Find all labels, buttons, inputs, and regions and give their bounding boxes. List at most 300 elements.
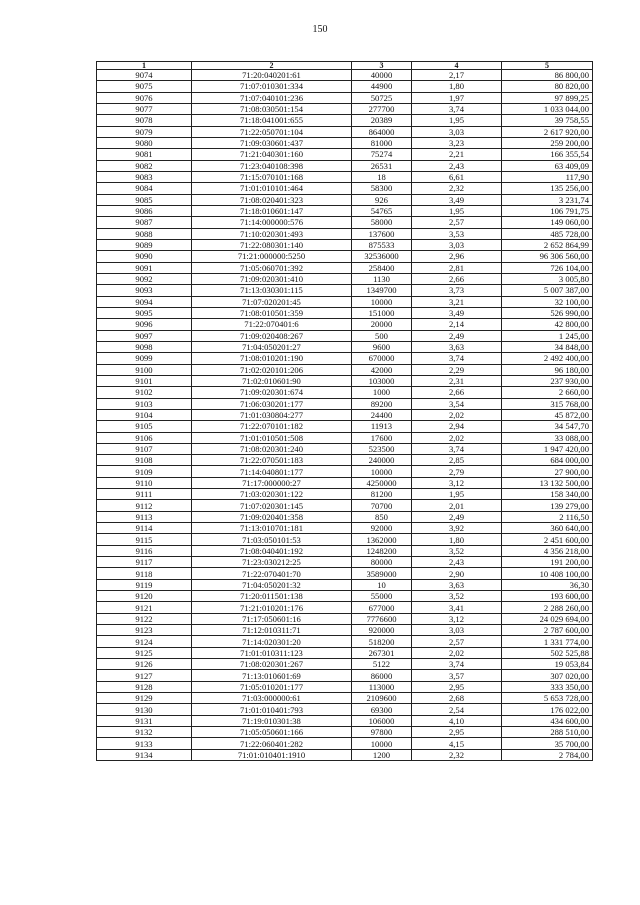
cadastral-number-cell: 71:08:020301:267 xyxy=(192,659,352,670)
table-row xyxy=(97,466,593,477)
value-cell: 149 060,00 xyxy=(502,217,593,228)
column-header-5: 5 xyxy=(502,62,593,70)
cadastral-number-cell: 71:02:020101:206 xyxy=(192,364,352,375)
cadastral-number-cell: 71:01:010501:508 xyxy=(192,432,352,443)
cadastral-number-cell: 71:15:070101:168 xyxy=(192,171,352,182)
row-number-cell: 9100 xyxy=(97,364,192,375)
table-row xyxy=(97,432,593,443)
cadastral-number-cell: 71:03:000000:61 xyxy=(192,693,352,704)
table-row xyxy=(97,126,593,137)
row-number-cell: 9124 xyxy=(97,636,192,647)
area-cell: 258400 xyxy=(352,262,412,273)
cadastral-number-cell: 71:18:010601:147 xyxy=(192,205,352,216)
rate-cell: 3,54 xyxy=(412,398,502,409)
cadastral-number-cell: 71:22:050701:104 xyxy=(192,126,352,137)
row-number-cell: 9118 xyxy=(97,568,192,579)
rate-cell: 2,66 xyxy=(412,387,502,398)
area-cell: 20000 xyxy=(352,319,412,330)
value-cell: 117,90 xyxy=(502,171,593,182)
value-cell: 80 820,00 xyxy=(502,81,593,92)
table-row xyxy=(97,500,593,511)
rate-cell: 2,68 xyxy=(412,693,502,704)
value-cell: 27 900,00 xyxy=(502,466,593,477)
rate-cell: 2,17 xyxy=(412,70,502,81)
row-number-cell: 9082 xyxy=(97,160,192,171)
value-cell: 19 053,84 xyxy=(502,659,593,670)
row-number-cell: 9111 xyxy=(97,489,192,500)
cadastral-number-cell: 71:01:010311:123 xyxy=(192,647,352,658)
value-cell: 34 848,00 xyxy=(502,341,593,352)
area-cell: 10 xyxy=(352,579,412,590)
row-number-cell: 9092 xyxy=(97,273,192,284)
area-cell: 518200 xyxy=(352,636,412,647)
rate-cell: 2,02 xyxy=(412,409,502,420)
table-row xyxy=(97,579,593,590)
cadastral-number-cell: 71:07:010301:334 xyxy=(192,81,352,92)
cadastral-number-cell: 71:10:020301:493 xyxy=(192,228,352,239)
cadastral-number-cell: 71:22:070501:183 xyxy=(192,455,352,466)
cadastral-number-cell: 71:13:030301:115 xyxy=(192,285,352,296)
row-number-cell: 9126 xyxy=(97,659,192,670)
value-cell: 106 791,75 xyxy=(502,205,593,216)
area-cell: 81200 xyxy=(352,489,412,500)
value-cell: 526 990,00 xyxy=(502,307,593,318)
area-cell: 69300 xyxy=(352,704,412,715)
value-cell: 5 653 728,00 xyxy=(502,693,593,704)
table-row xyxy=(97,171,593,182)
table-row xyxy=(97,545,593,556)
value-cell: 139 279,00 xyxy=(502,500,593,511)
cadastral-number-cell: 71:07:040101:236 xyxy=(192,92,352,103)
value-cell: 13 132 500,00 xyxy=(502,477,593,488)
row-number-cell: 9113 xyxy=(97,511,192,522)
cadastral-number-cell: 71:05:010201:177 xyxy=(192,681,352,692)
value-cell: 1 245,00 xyxy=(502,330,593,341)
row-number-cell: 9106 xyxy=(97,432,192,443)
value-cell: 2 652 864,99 xyxy=(502,239,593,250)
row-number-cell: 9121 xyxy=(97,602,192,613)
row-number-cell: 9123 xyxy=(97,625,192,636)
area-cell: 5122 xyxy=(352,659,412,670)
cadastral-number-cell: 71:07:020301:145 xyxy=(192,500,352,511)
area-cell: 26531 xyxy=(352,160,412,171)
table-row xyxy=(97,115,593,126)
cadastral-number-cell: 71:17:000000:27 xyxy=(192,477,352,488)
row-number-cell: 9103 xyxy=(97,398,192,409)
cadastral-number-cell: 71:01:010401:793 xyxy=(192,704,352,715)
row-number-cell: 9122 xyxy=(97,613,192,624)
area-cell: 103000 xyxy=(352,375,412,386)
area-cell: 267301 xyxy=(352,647,412,658)
table-row xyxy=(97,239,593,250)
value-cell: 5 007 387,00 xyxy=(502,285,593,296)
column-header-1: 1 xyxy=(97,62,192,70)
cadastral-number-cell: 71:08:040401:192 xyxy=(192,545,352,556)
row-number-cell: 9127 xyxy=(97,670,192,681)
row-number-cell: 9133 xyxy=(97,738,192,749)
rate-cell: 2,02 xyxy=(412,647,502,658)
table-row xyxy=(97,749,593,760)
row-number-cell: 9114 xyxy=(97,523,192,534)
rate-cell: 2,01 xyxy=(412,500,502,511)
row-number-cell: 9083 xyxy=(97,171,192,182)
table-row xyxy=(97,738,593,749)
value-cell: 726 104,00 xyxy=(502,262,593,273)
table-row xyxy=(97,443,593,454)
table-row xyxy=(97,659,593,670)
table-row xyxy=(97,602,593,613)
rate-cell: 2,43 xyxy=(412,557,502,568)
table-body xyxy=(97,70,593,761)
row-number-cell: 9110 xyxy=(97,477,192,488)
value-cell: 4 356 218,00 xyxy=(502,545,593,556)
area-cell: 1349700 xyxy=(352,285,412,296)
table-row xyxy=(97,489,593,500)
cadastral-number-cell: 71:23:030212:25 xyxy=(192,557,352,568)
rate-cell: 3,49 xyxy=(412,194,502,205)
cadastral-number-cell: 71:20:011501:138 xyxy=(192,591,352,602)
cadastral-number-cell: 71:14:020301:20 xyxy=(192,636,352,647)
rate-cell: 2,95 xyxy=(412,681,502,692)
rate-cell: 1,95 xyxy=(412,489,502,500)
rate-cell: 2,29 xyxy=(412,364,502,375)
area-cell: 670000 xyxy=(352,353,412,364)
cadastral-number-cell: 71:20:040201:61 xyxy=(192,70,352,81)
value-cell: 2 660,00 xyxy=(502,387,593,398)
area-cell: 58000 xyxy=(352,217,412,228)
area-cell: 1000 xyxy=(352,387,412,398)
cadastral-number-cell: 71:08:010201:190 xyxy=(192,353,352,364)
value-cell: 10 408 100,00 xyxy=(502,568,593,579)
rate-cell: 3,52 xyxy=(412,591,502,602)
table-row xyxy=(97,398,593,409)
row-number-cell: 9076 xyxy=(97,92,192,103)
value-cell: 32 100,00 xyxy=(502,296,593,307)
rate-cell: 1,80 xyxy=(412,534,502,545)
area-cell: 523500 xyxy=(352,443,412,454)
rate-cell: 3,12 xyxy=(412,477,502,488)
row-number-cell: 9093 xyxy=(97,285,192,296)
table-row xyxy=(97,217,593,228)
rate-cell: 2,79 xyxy=(412,466,502,477)
cadastral-number-cell: 71:01:030804:277 xyxy=(192,409,352,420)
value-cell: 97 899,25 xyxy=(502,92,593,103)
value-cell: 166 355,54 xyxy=(502,149,593,160)
row-number-cell: 9098 xyxy=(97,341,192,352)
rate-cell: 2,95 xyxy=(412,727,502,738)
value-cell: 135 256,00 xyxy=(502,183,593,194)
cadastral-number-cell: 71:09:020408:267 xyxy=(192,330,352,341)
value-cell: 193 600,00 xyxy=(502,591,593,602)
area-cell: 113000 xyxy=(352,681,412,692)
area-cell: 875533 xyxy=(352,239,412,250)
cadastral-number-cell: 71:06:030201:177 xyxy=(192,398,352,409)
table-row xyxy=(97,205,593,216)
row-number-cell: 9077 xyxy=(97,103,192,114)
rate-cell: 3,21 xyxy=(412,296,502,307)
rate-cell: 3,74 xyxy=(412,659,502,670)
rate-cell: 2,14 xyxy=(412,319,502,330)
cadastral-number-cell: 71:05:060701:392 xyxy=(192,262,352,273)
cadastral-number-cell: 71:08:020301:240 xyxy=(192,443,352,454)
table-row xyxy=(97,296,593,307)
table-row xyxy=(97,194,593,205)
value-cell: 1 331 774,00 xyxy=(502,636,593,647)
rate-cell: 1,97 xyxy=(412,92,502,103)
column-header-3: 3 xyxy=(352,62,412,70)
value-cell: 35 700,00 xyxy=(502,738,593,749)
area-cell: 81000 xyxy=(352,137,412,148)
area-cell: 11913 xyxy=(352,421,412,432)
row-number-cell: 9116 xyxy=(97,545,192,556)
value-cell: 2 492 400,00 xyxy=(502,353,593,364)
cadastral-number-cell: 71:08:010501:359 xyxy=(192,307,352,318)
value-cell: 485 728,00 xyxy=(502,228,593,239)
cadastral-number-cell: 71:09:020301:674 xyxy=(192,387,352,398)
row-number-cell: 9097 xyxy=(97,330,192,341)
value-cell: 259 200,00 xyxy=(502,137,593,148)
table-row xyxy=(97,285,593,296)
rate-cell: 4,10 xyxy=(412,715,502,726)
rate-cell: 2,90 xyxy=(412,568,502,579)
area-cell: 10000 xyxy=(352,466,412,477)
value-cell: 63 409,09 xyxy=(502,160,593,171)
rate-cell: 2,02 xyxy=(412,432,502,443)
value-cell: 2 787 600,00 xyxy=(502,625,593,636)
table-row xyxy=(97,341,593,352)
table-row xyxy=(97,273,593,284)
area-cell: 86000 xyxy=(352,670,412,681)
rate-cell: 4,15 xyxy=(412,738,502,749)
cadastral-number-cell: 71:17:050601:16 xyxy=(192,613,352,624)
area-cell: 137600 xyxy=(352,228,412,239)
rate-cell: 3,03 xyxy=(412,126,502,137)
rate-cell: 3,63 xyxy=(412,341,502,352)
table-row xyxy=(97,591,593,602)
row-number-cell: 9115 xyxy=(97,534,192,545)
table-row xyxy=(97,364,593,375)
row-number-cell: 9119 xyxy=(97,579,192,590)
rate-cell: 2,21 xyxy=(412,149,502,160)
rate-cell: 3,74 xyxy=(412,103,502,114)
value-cell: 39 758,55 xyxy=(502,115,593,126)
table-row xyxy=(97,149,593,160)
cadastral-number-cell: 71:23:040108:398 xyxy=(192,160,352,171)
page-number: 150 xyxy=(312,24,328,35)
row-number-cell: 9108 xyxy=(97,455,192,466)
cadastral-number-cell: 71:08:030501:154 xyxy=(192,103,352,114)
area-cell: 75274 xyxy=(352,149,412,160)
rate-cell: 2,54 xyxy=(412,704,502,715)
value-cell: 2 451 600,00 xyxy=(502,534,593,545)
value-cell: 684 000,00 xyxy=(502,455,593,466)
rate-cell: 3,23 xyxy=(412,137,502,148)
value-cell: 315 768,00 xyxy=(502,398,593,409)
area-cell: 24400 xyxy=(352,409,412,420)
value-cell: 1 033 044,00 xyxy=(502,103,593,114)
value-cell: 2 784,00 xyxy=(502,749,593,760)
row-number-cell: 9074 xyxy=(97,70,192,81)
rate-cell: 2,32 xyxy=(412,749,502,760)
value-cell: 24 029 694,00 xyxy=(502,613,593,624)
value-cell: 191 200,00 xyxy=(502,557,593,568)
table-row xyxy=(97,704,593,715)
value-cell: 34 547,70 xyxy=(502,421,593,432)
row-number-cell: 9099 xyxy=(97,353,192,364)
area-cell: 151000 xyxy=(352,307,412,318)
table-row xyxy=(97,251,593,262)
table-row xyxy=(97,523,593,534)
header-row xyxy=(97,62,593,70)
row-number-cell: 9095 xyxy=(97,307,192,318)
row-number-cell: 9125 xyxy=(97,647,192,658)
area-cell: 1200 xyxy=(352,749,412,760)
table-row xyxy=(97,409,593,420)
rate-cell: 1,95 xyxy=(412,115,502,126)
area-cell: 10000 xyxy=(352,296,412,307)
rate-cell: 2,32 xyxy=(412,183,502,194)
cadastral-number-cell: 71:01:010101:464 xyxy=(192,183,352,194)
cadastral-number-cell: 71:08:020401:323 xyxy=(192,194,352,205)
table-row xyxy=(97,557,593,568)
cadastral-number-cell: 71:02:010601:90 xyxy=(192,375,352,386)
table-row xyxy=(97,183,593,194)
area-cell: 58300 xyxy=(352,183,412,194)
rate-cell: 2,49 xyxy=(412,330,502,341)
rate-cell: 2,66 xyxy=(412,273,502,284)
area-cell: 864000 xyxy=(352,126,412,137)
row-number-cell: 9096 xyxy=(97,319,192,330)
rate-cell: 3,41 xyxy=(412,602,502,613)
data-table xyxy=(96,61,593,761)
cadastral-number-cell: 71:03:020301:122 xyxy=(192,489,352,500)
cadastral-number-cell: 71:18:041001:655 xyxy=(192,115,352,126)
area-cell: 70700 xyxy=(352,500,412,511)
area-cell: 50725 xyxy=(352,92,412,103)
cadastral-number-cell: 71:09:020301:410 xyxy=(192,273,352,284)
cadastral-number-cell: 71:01:010401:1910 xyxy=(192,749,352,760)
cadastral-number-cell: 71:22:080301:140 xyxy=(192,239,352,250)
table-row xyxy=(97,103,593,114)
row-number-cell: 9117 xyxy=(97,557,192,568)
area-cell: 44900 xyxy=(352,81,412,92)
row-number-cell: 9112 xyxy=(97,500,192,511)
table-row xyxy=(97,387,593,398)
rate-cell: 2,57 xyxy=(412,217,502,228)
cadastral-number-cell: 71:13:010601:69 xyxy=(192,670,352,681)
rate-cell: 3,12 xyxy=(412,613,502,624)
row-number-cell: 9090 xyxy=(97,251,192,262)
rate-cell: 2,94 xyxy=(412,421,502,432)
cadastral-number-cell: 71:21:040301:160 xyxy=(192,149,352,160)
row-number-cell: 9132 xyxy=(97,727,192,738)
area-cell: 850 xyxy=(352,511,412,522)
area-cell: 3589000 xyxy=(352,568,412,579)
row-number-cell: 9094 xyxy=(97,296,192,307)
row-number-cell: 9104 xyxy=(97,409,192,420)
table-row xyxy=(97,670,593,681)
row-number-cell: 9089 xyxy=(97,239,192,250)
value-cell: 176 022,00 xyxy=(502,704,593,715)
rate-cell: 2,96 xyxy=(412,251,502,262)
rate-cell: 2,85 xyxy=(412,455,502,466)
cadastral-number-cell: 71:22:070401:70 xyxy=(192,568,352,579)
cadastral-number-cell: 71:13:010701:181 xyxy=(192,523,352,534)
row-number-cell: 9130 xyxy=(97,704,192,715)
table-row xyxy=(97,330,593,341)
value-cell: 36,30 xyxy=(502,579,593,590)
value-cell: 86 800,00 xyxy=(502,70,593,81)
rate-cell: 3,63 xyxy=(412,579,502,590)
area-cell: 240000 xyxy=(352,455,412,466)
area-cell: 17600 xyxy=(352,432,412,443)
row-number-cell: 9120 xyxy=(97,591,192,602)
row-number-cell: 9105 xyxy=(97,421,192,432)
table-row xyxy=(97,613,593,624)
value-cell: 42 800,00 xyxy=(502,319,593,330)
table-row xyxy=(97,534,593,545)
row-number-cell: 9081 xyxy=(97,149,192,160)
value-cell: 237 930,00 xyxy=(502,375,593,386)
value-cell: 2 617 920,00 xyxy=(502,126,593,137)
area-cell: 20389 xyxy=(352,115,412,126)
cadastral-number-cell: 71:21:000000:5250 xyxy=(192,251,352,262)
area-cell: 677000 xyxy=(352,602,412,613)
area-cell: 106000 xyxy=(352,715,412,726)
rate-cell: 3,74 xyxy=(412,353,502,364)
area-cell: 4250000 xyxy=(352,477,412,488)
value-cell: 502 525,88 xyxy=(502,647,593,658)
rate-cell: 2,31 xyxy=(412,375,502,386)
area-cell: 89200 xyxy=(352,398,412,409)
row-number-cell: 9102 xyxy=(97,387,192,398)
area-cell: 1130 xyxy=(352,273,412,284)
rate-cell: 2,81 xyxy=(412,262,502,273)
value-cell: 96 180,00 xyxy=(502,364,593,375)
row-number-cell: 9101 xyxy=(97,375,192,386)
cadastral-number-cell: 71:22:060401:282 xyxy=(192,738,352,749)
column-header-4: 4 xyxy=(412,62,502,70)
column-header-2: 2 xyxy=(192,62,352,70)
rate-cell: 1,95 xyxy=(412,205,502,216)
rate-cell: 3,03 xyxy=(412,239,502,250)
rate-cell: 2,43 xyxy=(412,160,502,171)
table-row xyxy=(97,511,593,522)
rate-cell: 6,61 xyxy=(412,171,502,182)
value-cell: 1 947 420,00 xyxy=(502,443,593,454)
value-cell: 96 306 560,00 xyxy=(502,251,593,262)
table-row xyxy=(97,693,593,704)
cadastral-number-cell: 71:04:050201:27 xyxy=(192,341,352,352)
rate-cell: 3,57 xyxy=(412,670,502,681)
rate-cell: 2,57 xyxy=(412,636,502,647)
table-row xyxy=(97,715,593,726)
table-row xyxy=(97,636,593,647)
area-cell: 18 xyxy=(352,171,412,182)
area-cell: 2109600 xyxy=(352,693,412,704)
cadastral-number-cell: 71:19:010301:38 xyxy=(192,715,352,726)
cadastral-number-cell: 71:22:070401:6 xyxy=(192,319,352,330)
cadastral-number-cell: 71:03:050101:53 xyxy=(192,534,352,545)
value-cell: 2 288 260,00 xyxy=(502,602,593,613)
area-cell: 9600 xyxy=(352,341,412,352)
row-number-cell: 9087 xyxy=(97,217,192,228)
rate-cell: 3,52 xyxy=(412,545,502,556)
value-cell: 333 350,00 xyxy=(502,681,593,692)
area-cell: 920000 xyxy=(352,625,412,636)
value-cell: 3 231,74 xyxy=(502,194,593,205)
area-cell: 80000 xyxy=(352,557,412,568)
